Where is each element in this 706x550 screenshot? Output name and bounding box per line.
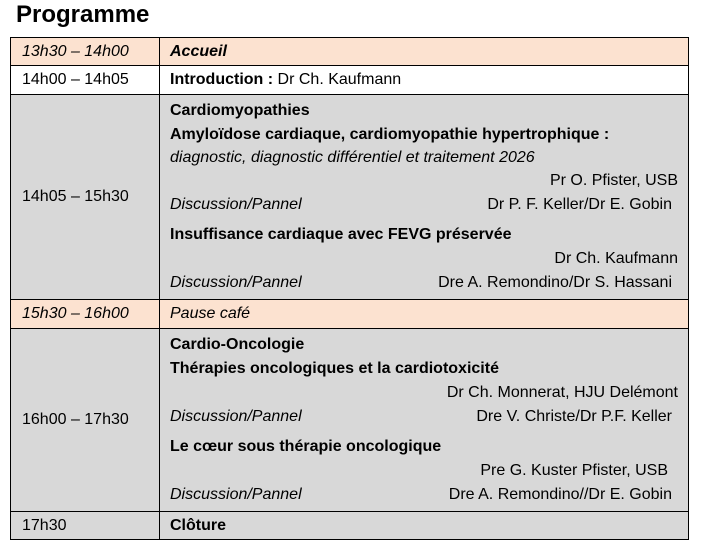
discussion-label: Discussion/Pannel [170,274,302,291]
talk-title: Amyloïdose cardiaque, cardiomyopathie hypertrophique : [170,126,610,143]
session-block [160,329,689,512]
section-title: Cardiomyopathies [170,102,310,119]
session-label-speaker: Dr Ch. Kaufmann [273,71,402,88]
session-block [160,95,689,300]
session-label-bold: Introduction : [170,71,274,88]
session-label: Clôture [160,512,689,540]
table-row [11,95,689,300]
time-cell: 13h30 – 14h00 [11,38,160,66]
talk-title: Le cœur sous thérapie oncologique [170,438,442,455]
talk-title: Thérapies oncologiques et la cardiotoxicité [170,360,499,377]
talk-subtitle: diagnostic, diagnostic différentiel et traitement 2026 [170,149,535,166]
page-title: Programme [16,1,150,28]
talk-speaker: Dr Ch. Monnerat, HJU Delémont [446,384,678,401]
talk-speaker: Dr Ch. Kaufmann [554,250,678,267]
talk-speaker: Pre G. Kuster Pfister, USB [480,462,668,479]
section-title: Cardio-Oncologie [170,336,305,353]
discussion-line [170,193,678,217]
session-label: Pause café [160,300,689,329]
time-cell: 14h05 – 15h30 [11,95,160,300]
discussion-label: Discussion/Pannel [170,196,302,213]
talk-speaker: Pr O. Pfister, USB [549,172,678,189]
discussion-panel: Dre A. Remondino/Dr S. Hassani [438,274,672,291]
time-cell: 17h30 [11,512,160,540]
discussion-panel: Dre A. Remondino//Dr E. Gobin [448,486,672,503]
discussion-panel: Dre V. Christe/Dr P.F. Keller [476,408,672,425]
discussion-line [170,483,678,507]
table-row [11,329,689,512]
table-row [11,38,689,66]
table-row [11,512,689,540]
discussion-panel: Dr P. F. Keller/Dr E. Gobin [487,196,672,213]
table-row [11,300,689,329]
talk-title: Insuffisance cardiaque avec FEVG préservée [170,226,512,243]
table-row [11,66,689,95]
discussion-line [170,271,678,295]
session-label: Accueil [160,38,689,66]
time-cell: 16h00 – 17h30 [11,329,160,512]
session-label [160,66,689,95]
time-cell: 14h00 – 14h05 [11,66,160,95]
discussion-line [170,405,678,429]
discussion-label: Discussion/Pannel [170,408,302,425]
time-cell: 15h30 – 16h00 [11,300,160,329]
programme-table [10,37,689,540]
discussion-label: Discussion/Pannel [170,486,302,503]
